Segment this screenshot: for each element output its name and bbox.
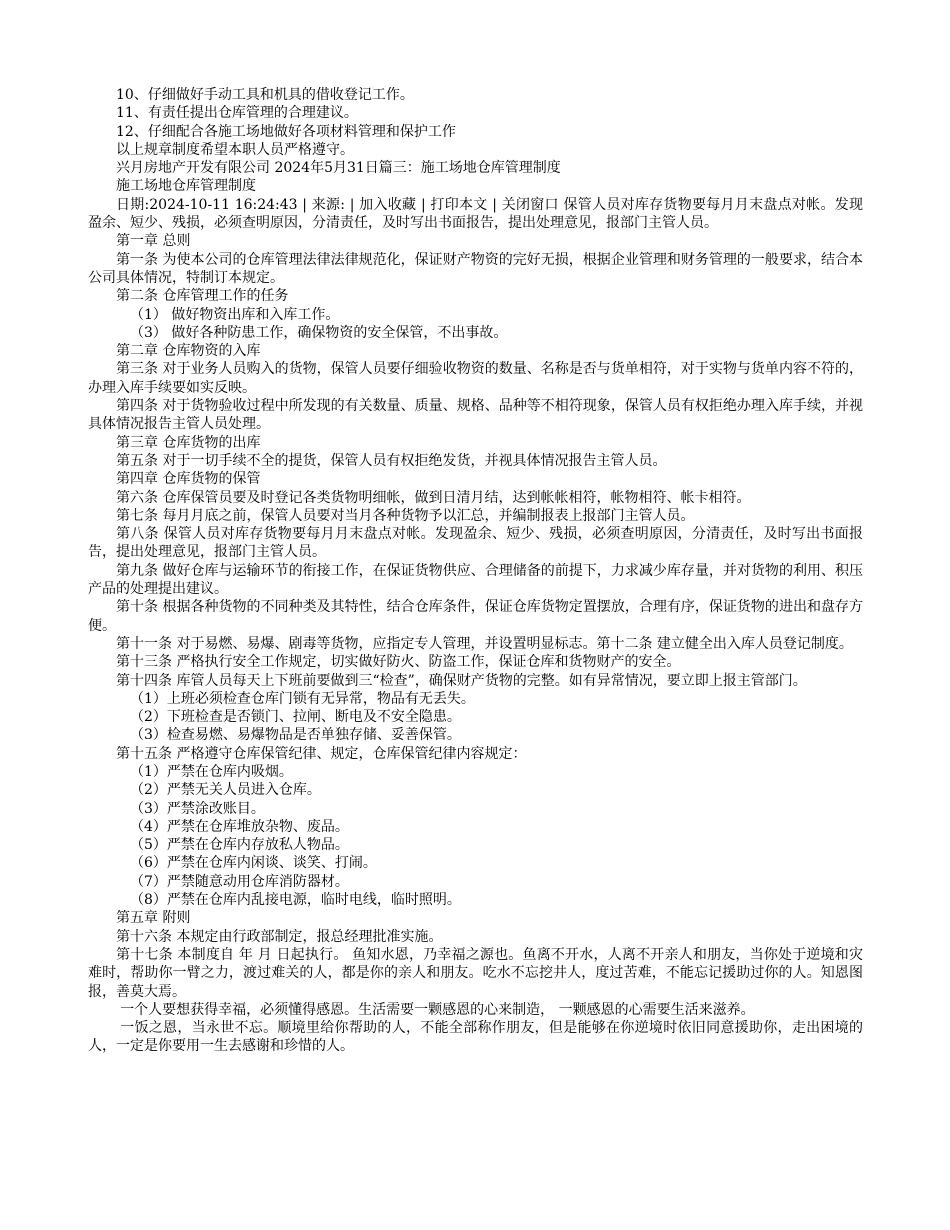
paragraph: 第三条 对于业务人员购入的货物，保管人员要仔细验收物资的数量、名称是否与货单相符，对于实物与货单内容不符的，办理入库手续要如实反映。 xyxy=(88,361,863,396)
document-body xyxy=(88,86,863,1056)
list-item: （5）严禁在仓库内存放私人物品。 xyxy=(130,837,349,854)
list-item: （1）上班必须检查仓库门锁有无异常，物品有无丢失。 xyxy=(130,690,475,707)
paragraph: 第十三条 严格执行安全工作规定，切实做好防火、防盗工作，保证仓库和货物财产的安全。 xyxy=(116,654,681,671)
paragraph: 一饭之恩，当永世不忘。顺境里给你帮助的人，不能全部称作朋友，但是能够在你逆境时依旧同意援助你，走出困境的人，一定是你要用一生去感谢和珍惜的人。 xyxy=(88,1020,863,1055)
chapter-heading: 第四章 仓库货物的保管 xyxy=(116,471,261,488)
paragraph: 第六条 仓库保管员要及时登记各类货物明细帐，做到日清月结，达到帐帐相符，帐物相符、帐卡相符。 xyxy=(116,489,751,506)
paragraph: 一个人要想获得幸福，必须懂得感恩。生活需要一颗感恩的心来制造， 一颗感恩的心需要生活来滋养。 xyxy=(120,1001,755,1018)
list-item: （3）检查易燃、易爆物品是否单独存储、妥善保管。 xyxy=(130,727,461,744)
paragraph: 第十一条 对于易燃、易爆、剧毒等货物，应指定专人管理，并设置明显标志。第十二条 建立健全出入库人员登记制度。 xyxy=(116,635,853,652)
paragraph: 第九条 做好仓库与运输环节的衔接工作，在保证货物供应、合理储备的前提下，力求减少库存量，并对货物的利用、积压产品的处理提出建议。 xyxy=(88,562,863,598)
paragraph: 第十五条 严格遵守仓库保管纪律、规定，仓库保管纪律内容规定： xyxy=(116,745,527,762)
paragraph: 第十六条 本规定由行政部制定，报总经理批准实施。 xyxy=(116,928,443,945)
chapter-heading: 第一章 总则 xyxy=(116,233,191,250)
list-item: （7）严禁随意动用仓库消防器材。 xyxy=(130,873,349,890)
paragraph: 第七条 每月月底之前，保管人员要对当月各种货物予以汇总，并编制报表上报部门主管人员。 xyxy=(116,507,695,524)
paragraph: 兴月房地产开发有限公司 2024年5月31日篇三：施工场地仓库管理制度 xyxy=(116,160,561,177)
paragraph: 第八条 保管人员对库存货物要每月月末盘点对帐。发现盈余、短少、残损，必须查明原因，分清责任，及时写出书面报告，提出处理意见，报部门主管人员。 xyxy=(88,526,863,561)
paragraph: 第十七条 本制度自 年 月 日起执行。 鱼知水恩，乃幸福之源也。鱼离不开水，人离不开亲人和朋友，当你处于逆境和灾难时，帮助你一臂之力，渡过难关的人，都是你的亲人和朋友。吃水不忘挖井人，度过苦难，不能忘记援助过你的人。知恩图报，善莫大焉。 xyxy=(88,946,863,1000)
paragraph: 以上规章制度希望本职人员严格遵守。 xyxy=(116,141,354,158)
list-item: （6）严禁在仓库内闲谈、谈笑、打闹。 xyxy=(130,855,377,872)
section-title: 施工场地仓库管理制度 xyxy=(116,178,256,195)
list-item: （1）严禁在仓库内吸烟。 xyxy=(130,763,293,780)
list-item: （4）严禁在仓库堆放杂物、废品。 xyxy=(130,818,349,835)
list-item: （3） 做好各种防患工作，确保物资的安全保管，不出事故。 xyxy=(130,324,508,341)
paragraph: 12、仔细配合各施工场地做好各项材料管理和保护工作 xyxy=(116,123,456,140)
chapter-heading: 第三章 仓库货物的出库 xyxy=(116,434,261,451)
paragraph: 第五条 对于一切手续不全的提货，保管人员有权拒绝发货，并视具体情况报告主管人员。 xyxy=(116,452,667,469)
list-item: （2）严禁无关人员进入仓库。 xyxy=(130,782,321,799)
paragraph: 日期:2024-10-11 16:24:43 | 来源: | 加入收藏 | 打印本文 | 关闭窗口 保管人员对库存货物要每月月末盘点对帐。发现盈余、短少、残损，必须查明原因，分清责任，及时写出书面报告，提出处理意见，报部门主管人员。 xyxy=(88,196,863,232)
paragraph: 第十条 根据各种货物的不同种类及其特性，结合仓库条件，保证仓库货物定置摆放，合理有序，保证货物的进出和盘存方便。 xyxy=(88,599,863,634)
paragraph: 10、仔细做好手动工具和机具的借收登记工作。 xyxy=(116,87,414,103)
paragraph: 第二条 仓库管理工作的任务 xyxy=(116,288,289,305)
list-item: （2）下班检查是否锁门、拉闸、断电及不安全隐患。 xyxy=(130,709,461,726)
paragraph: 第一条 为使本公司的仓库管理法律法律规范化，保证财产物资的完好无损，根据企业管理和财务管理的一般要求，结合本公司具体情况，特制订本规定。 xyxy=(88,251,863,286)
paragraph: 第十四条 库管人员每天上下班前要做到三“检查”，确保财产货物的完整。如有异常情况，要立即上报主管部门。 xyxy=(116,672,807,689)
chapter-heading: 第五章 附则 xyxy=(116,910,191,927)
paragraph: 11、有责任提出仓库管理的合理建议。 xyxy=(116,105,358,122)
list-item: （3）严禁涂改账目。 xyxy=(130,800,265,817)
chapter-heading: 第二章 仓库物资的入库 xyxy=(116,343,261,360)
list-item: （1） 做好物资出库和入库工作。 xyxy=(130,306,340,323)
list-item: （8）严禁在仓库内乱接电源，临时电线，临时照明。 xyxy=(130,892,461,909)
paragraph: 第四条 对于货物验收过程中所发现的有关数量、质量、规格、品种等不相符现象，保管人员有权拒绝办理入库手续，并视具体情况报告主管人员处理。 xyxy=(88,398,863,433)
